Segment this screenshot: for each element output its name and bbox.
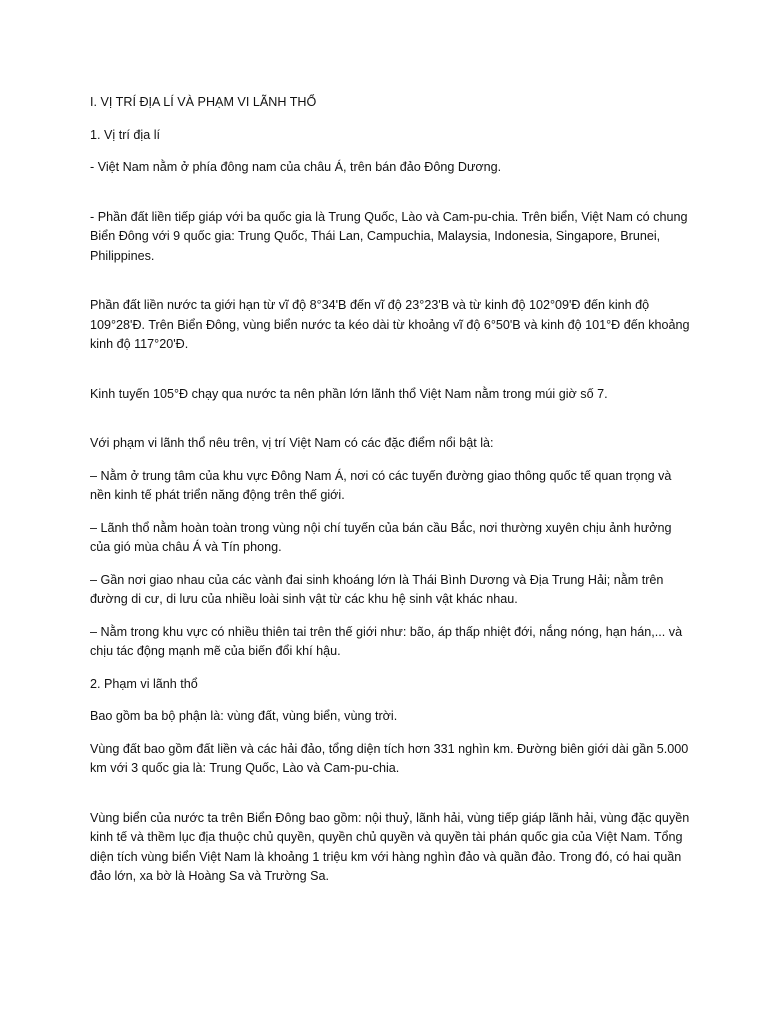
subsection-heading-location: 1. Vị trí địa lí (90, 127, 160, 142)
paragraph-borders: - Phần đất liền tiếp giáp với ba quốc gia là Trung Quốc, Lào và Cam-pu-chia. Trên biển, Việt Nam có chung Biển Đông với 9 quốc gia: Trung Quốc, Thái Lan, Campuchia, Malaysia, Indonesia, Singapore, Brunei, Philippines. (90, 209, 688, 263)
paragraph-feature-tropics: – Lãnh thổ nằm hoàn toàn trong vùng nội chí tuyến của bán cầu Bắc, nơi thường xuyên chịu ảnh hưởng của gió mùa châu Á và Tín phong. (90, 520, 672, 554)
section-heading: I. VỊ TRÍ ĐỊA LÍ VÀ PHẠM VI LÃNH THỔ (90, 95, 317, 109)
paragraph-coordinates: Phần đất liền nước ta giới hạn từ vĩ độ 8°34'B đến vĩ độ 23°23'B và từ kinh độ 102°09'Đ đến kinh độ 109°28'Đ. Trên Biển Đông, vùng biển nước ta kéo dài từ khoảng vĩ độ 6°50'B và kinh độ 101°Đ đến khoảng kinh độ 117°20'Đ. (90, 298, 690, 351)
subsection-heading-territory: 2. Phạm vi lãnh thổ (90, 676, 198, 691)
paragraph-location: - Việt Nam nằm ở phía đông nam của châu Á, trên bán đảo Đông Dương. (90, 160, 502, 174)
paragraph-feature-disasters: – Nằm trong khu vực có nhiều thiên tai trên thế giới như: bão, áp thấp nhiệt đới, nắng nóng, hạn hán,... và chịu tác động mạnh mẽ của biến đổi khí hậu. (90, 624, 683, 658)
paragraph-sea-area: Vùng biển của nước ta trên Biển Đông bao gồm: nội thuỷ, lãnh hải, vùng tiếp giáp lãnh hải, vùng đặc quyền kinh tế và thềm lục địa thuộc chủ quyền, quyền chủ quyền và quyền tài phán quốc gia của Việt Nam. Tổng diện tích vùng biển Việt Nam là khoảng 1 triệu km với hàng nghìn đảo và quần đảo. Trong đó, có hai quần đảo lớn, xa bờ là Hoàng Sa và Trường Sa. (90, 810, 690, 883)
paragraph-feature-minerals: – Gần nơi giao nhau của các vành đai sinh khoáng lớn là Thái Bình Dương và Địa Trung Hải; nằm trên đường di cư, di lưu của nhiều loài sinh vật từ các khu hệ sinh vật khác nhau. (90, 572, 664, 606)
paragraph-features-intro: Với phạm vi lãnh thổ nêu trên, vị trí Việt Nam có các đặc điểm nổi bật là: (90, 436, 494, 450)
paragraph-land-area: Vùng đất bao gồm đất liền và các hải đảo, tổng diện tích hơn 331 nghìn km. Đường biên giới dài gần 5.000 km với 3 quốc gia là: Trung Quốc, Lào và Cam-pu-chia. (90, 741, 689, 775)
document-body (90, 93, 690, 900)
paragraph-time-zone: Kinh tuyến 105°Đ chạy qua nước ta nên phần lớn lãnh thổ Việt Nam nằm trong múi giờ số 7. (90, 386, 608, 401)
paragraph-feature-center: – Nằm ở trung tâm của khu vực Đông Nam Á, nơi có các tuyến đường giao thông quốc tế quan trọng và nền kinh tế phát triển năng động trên thế giới. (90, 468, 672, 502)
paragraph-territory-parts: Bao gồm ba bộ phận là: vùng đất, vùng biển, vùng trời. (90, 709, 398, 723)
